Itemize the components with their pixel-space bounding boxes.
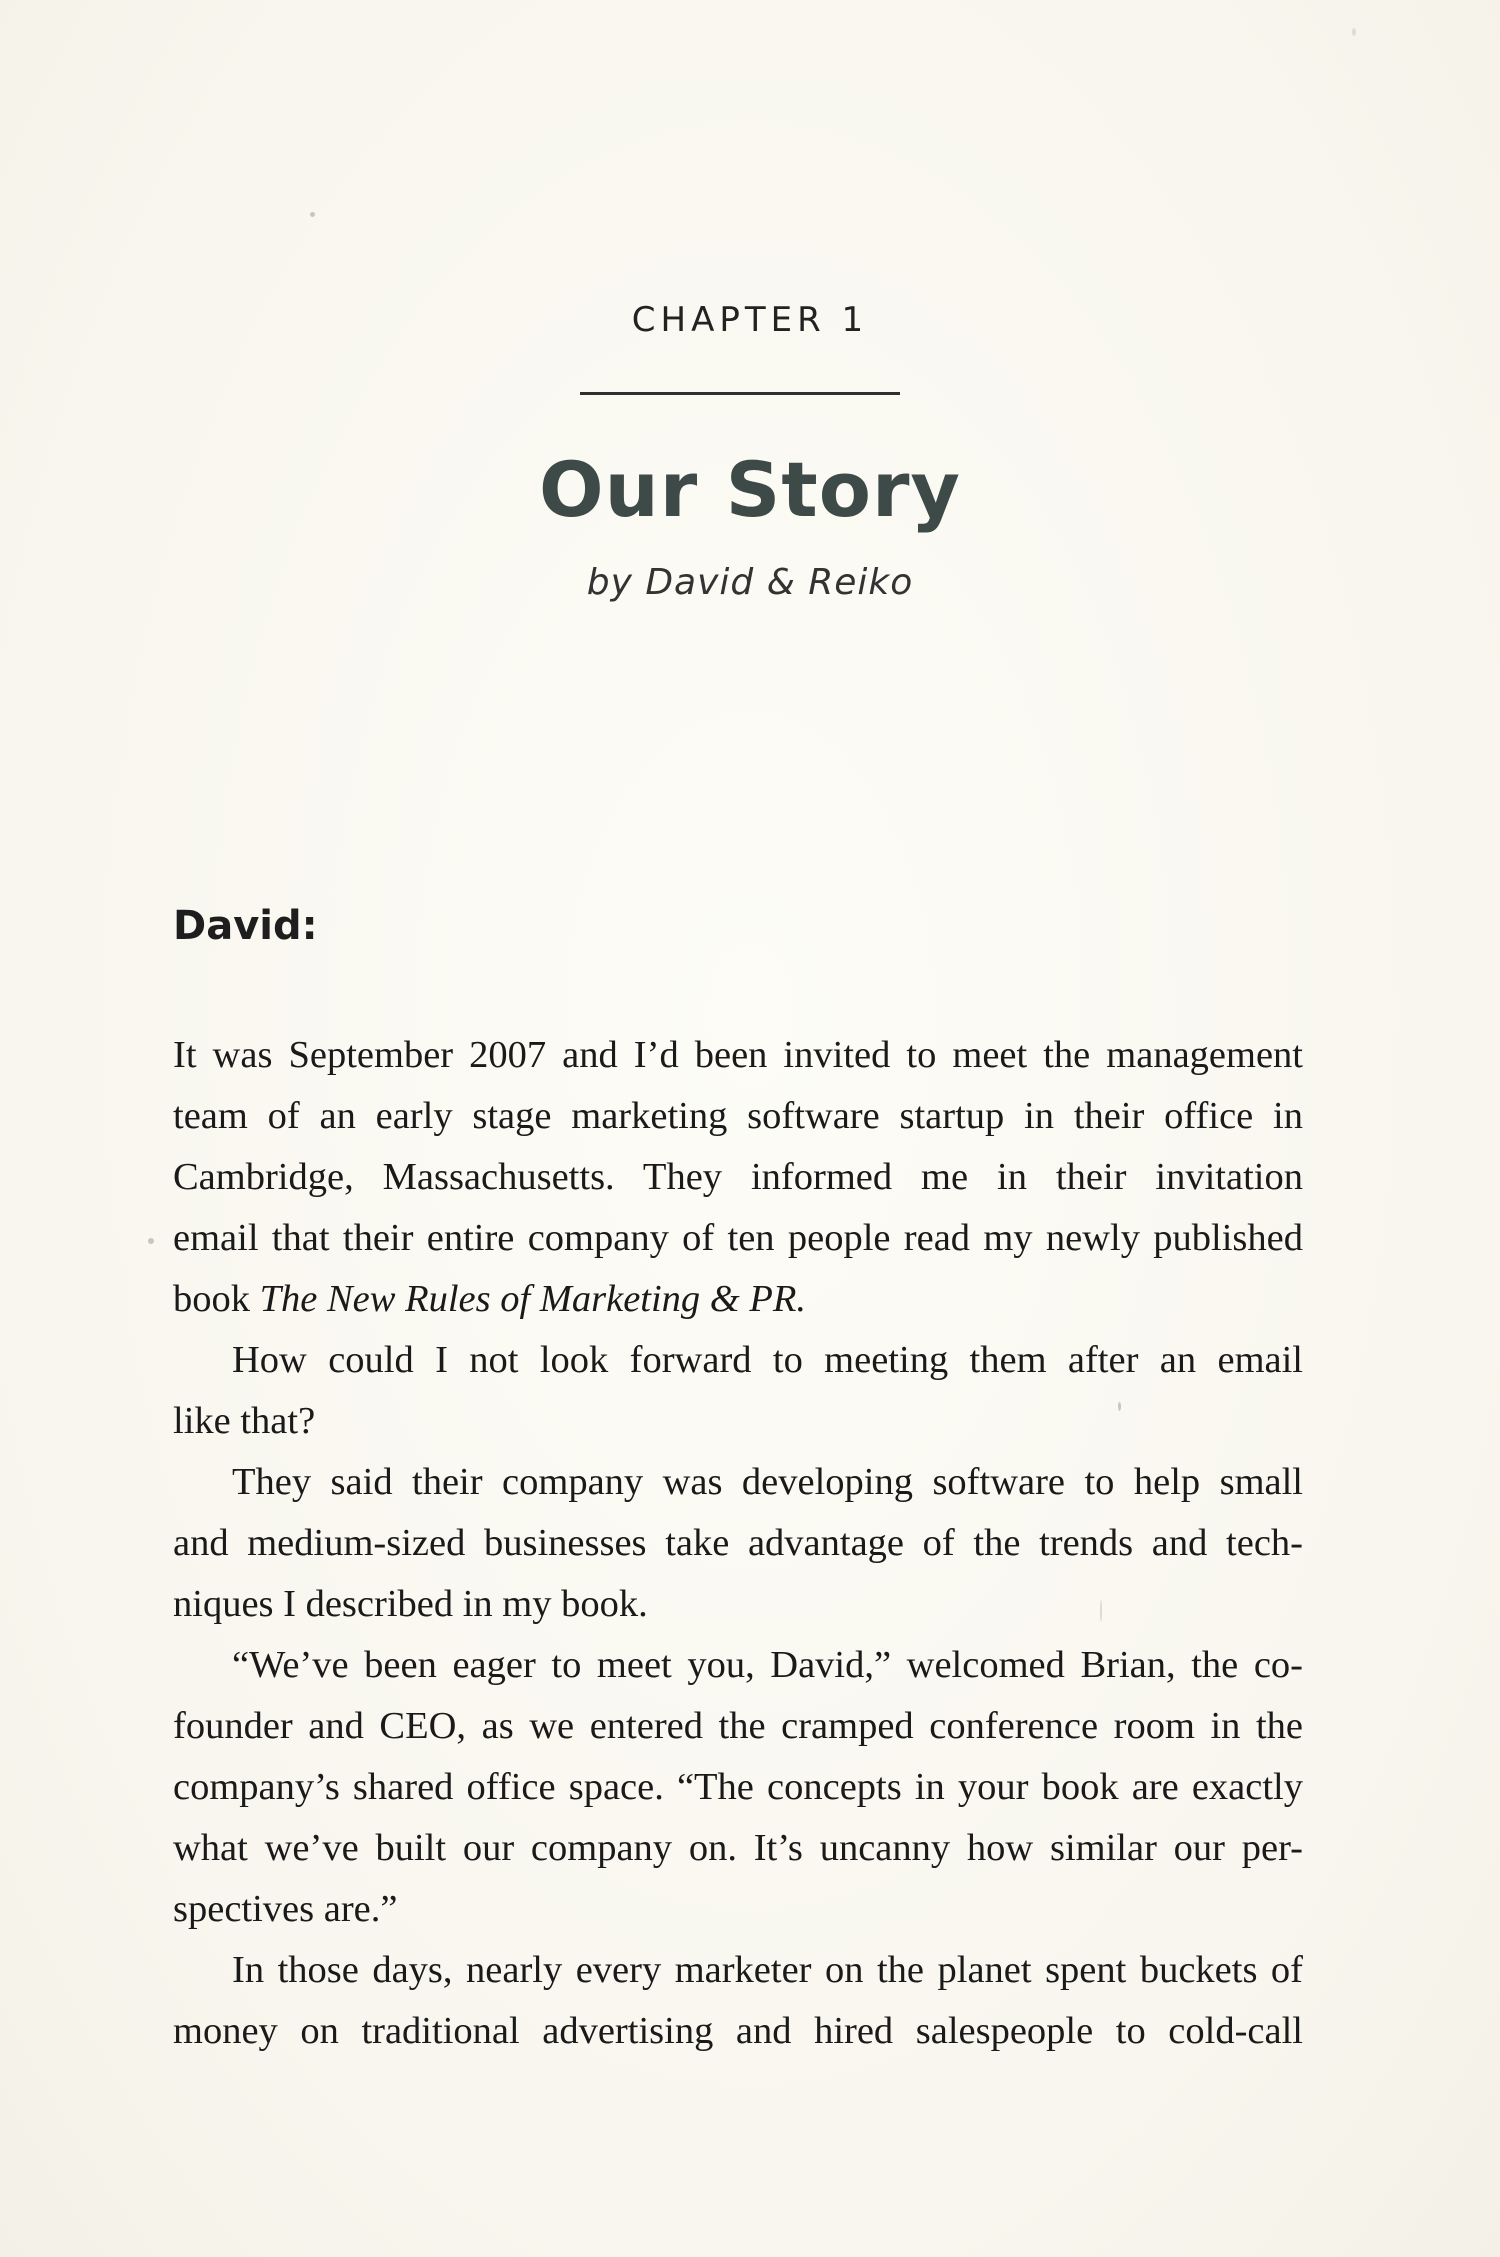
chapter-title: Our Story	[539, 445, 961, 534]
text-line: “We’ve been eager to meet you, David,” welcomed Brian, the co-	[232, 1644, 1303, 1686]
text-line: company’s shared office space. “The concepts in your book are exactly	[173, 1766, 1303, 1808]
paragraph-1	[173, 1025, 1303, 1330]
chapter-byline: by David & Reiko	[586, 562, 914, 603]
scan-speck	[1100, 1600, 1102, 1622]
text-line: founder and CEO, as we entered the cramped conference room in the	[173, 1705, 1303, 1747]
text-line: like that?	[173, 1400, 316, 1442]
text-line: Cambridge, Massachusetts. They informed me in their invitation	[173, 1156, 1303, 1198]
body-text	[173, 1025, 1303, 2062]
text-line: It was September 2007 and I’d been invited to meet the management	[173, 1034, 1303, 1076]
paragraph-4	[173, 1635, 1303, 1940]
text-line	[173, 1269, 1303, 1330]
chapter-label: CHAPTER 1	[631, 300, 869, 340]
text-line: what we’ve built our company on. It’s uncanny how similar our per-	[173, 1827, 1303, 1869]
book-title-italic: The New Rules of Marketing & PR.	[259, 1278, 807, 1320]
text-fragment: book	[173, 1278, 260, 1320]
text-line: and medium-sized businesses take advantage of the trends and tech-	[173, 1522, 1303, 1564]
paragraph-3	[173, 1452, 1303, 1635]
scan-speck	[148, 1238, 154, 1244]
text-line: niques I described in my book.	[173, 1583, 648, 1625]
text-line: How could I not look forward to meeting them after an email	[232, 1339, 1303, 1381]
text-line: team of an early stage marketing software startup in their office in	[173, 1095, 1303, 1137]
text-line: money on traditional advertising and hired salespeople to cold-call	[173, 2010, 1303, 2052]
section-speaker: David:	[173, 903, 318, 949]
scan-speck	[1352, 28, 1356, 36]
scan-speck	[310, 212, 315, 217]
text-line: email that their entire company of ten people read my newly published	[173, 1217, 1303, 1259]
text-line: spectives are.”	[173, 1888, 398, 1930]
text-line: In those days, nearly every marketer on the planet spent buckets of	[232, 1949, 1303, 1991]
text-line: They said their company was developing software to help small	[232, 1461, 1303, 1503]
chapter-divider	[580, 392, 900, 395]
paragraph-2	[173, 1330, 1303, 1452]
scan-speck	[1118, 1402, 1121, 1411]
paragraph-5	[173, 1940, 1303, 2062]
